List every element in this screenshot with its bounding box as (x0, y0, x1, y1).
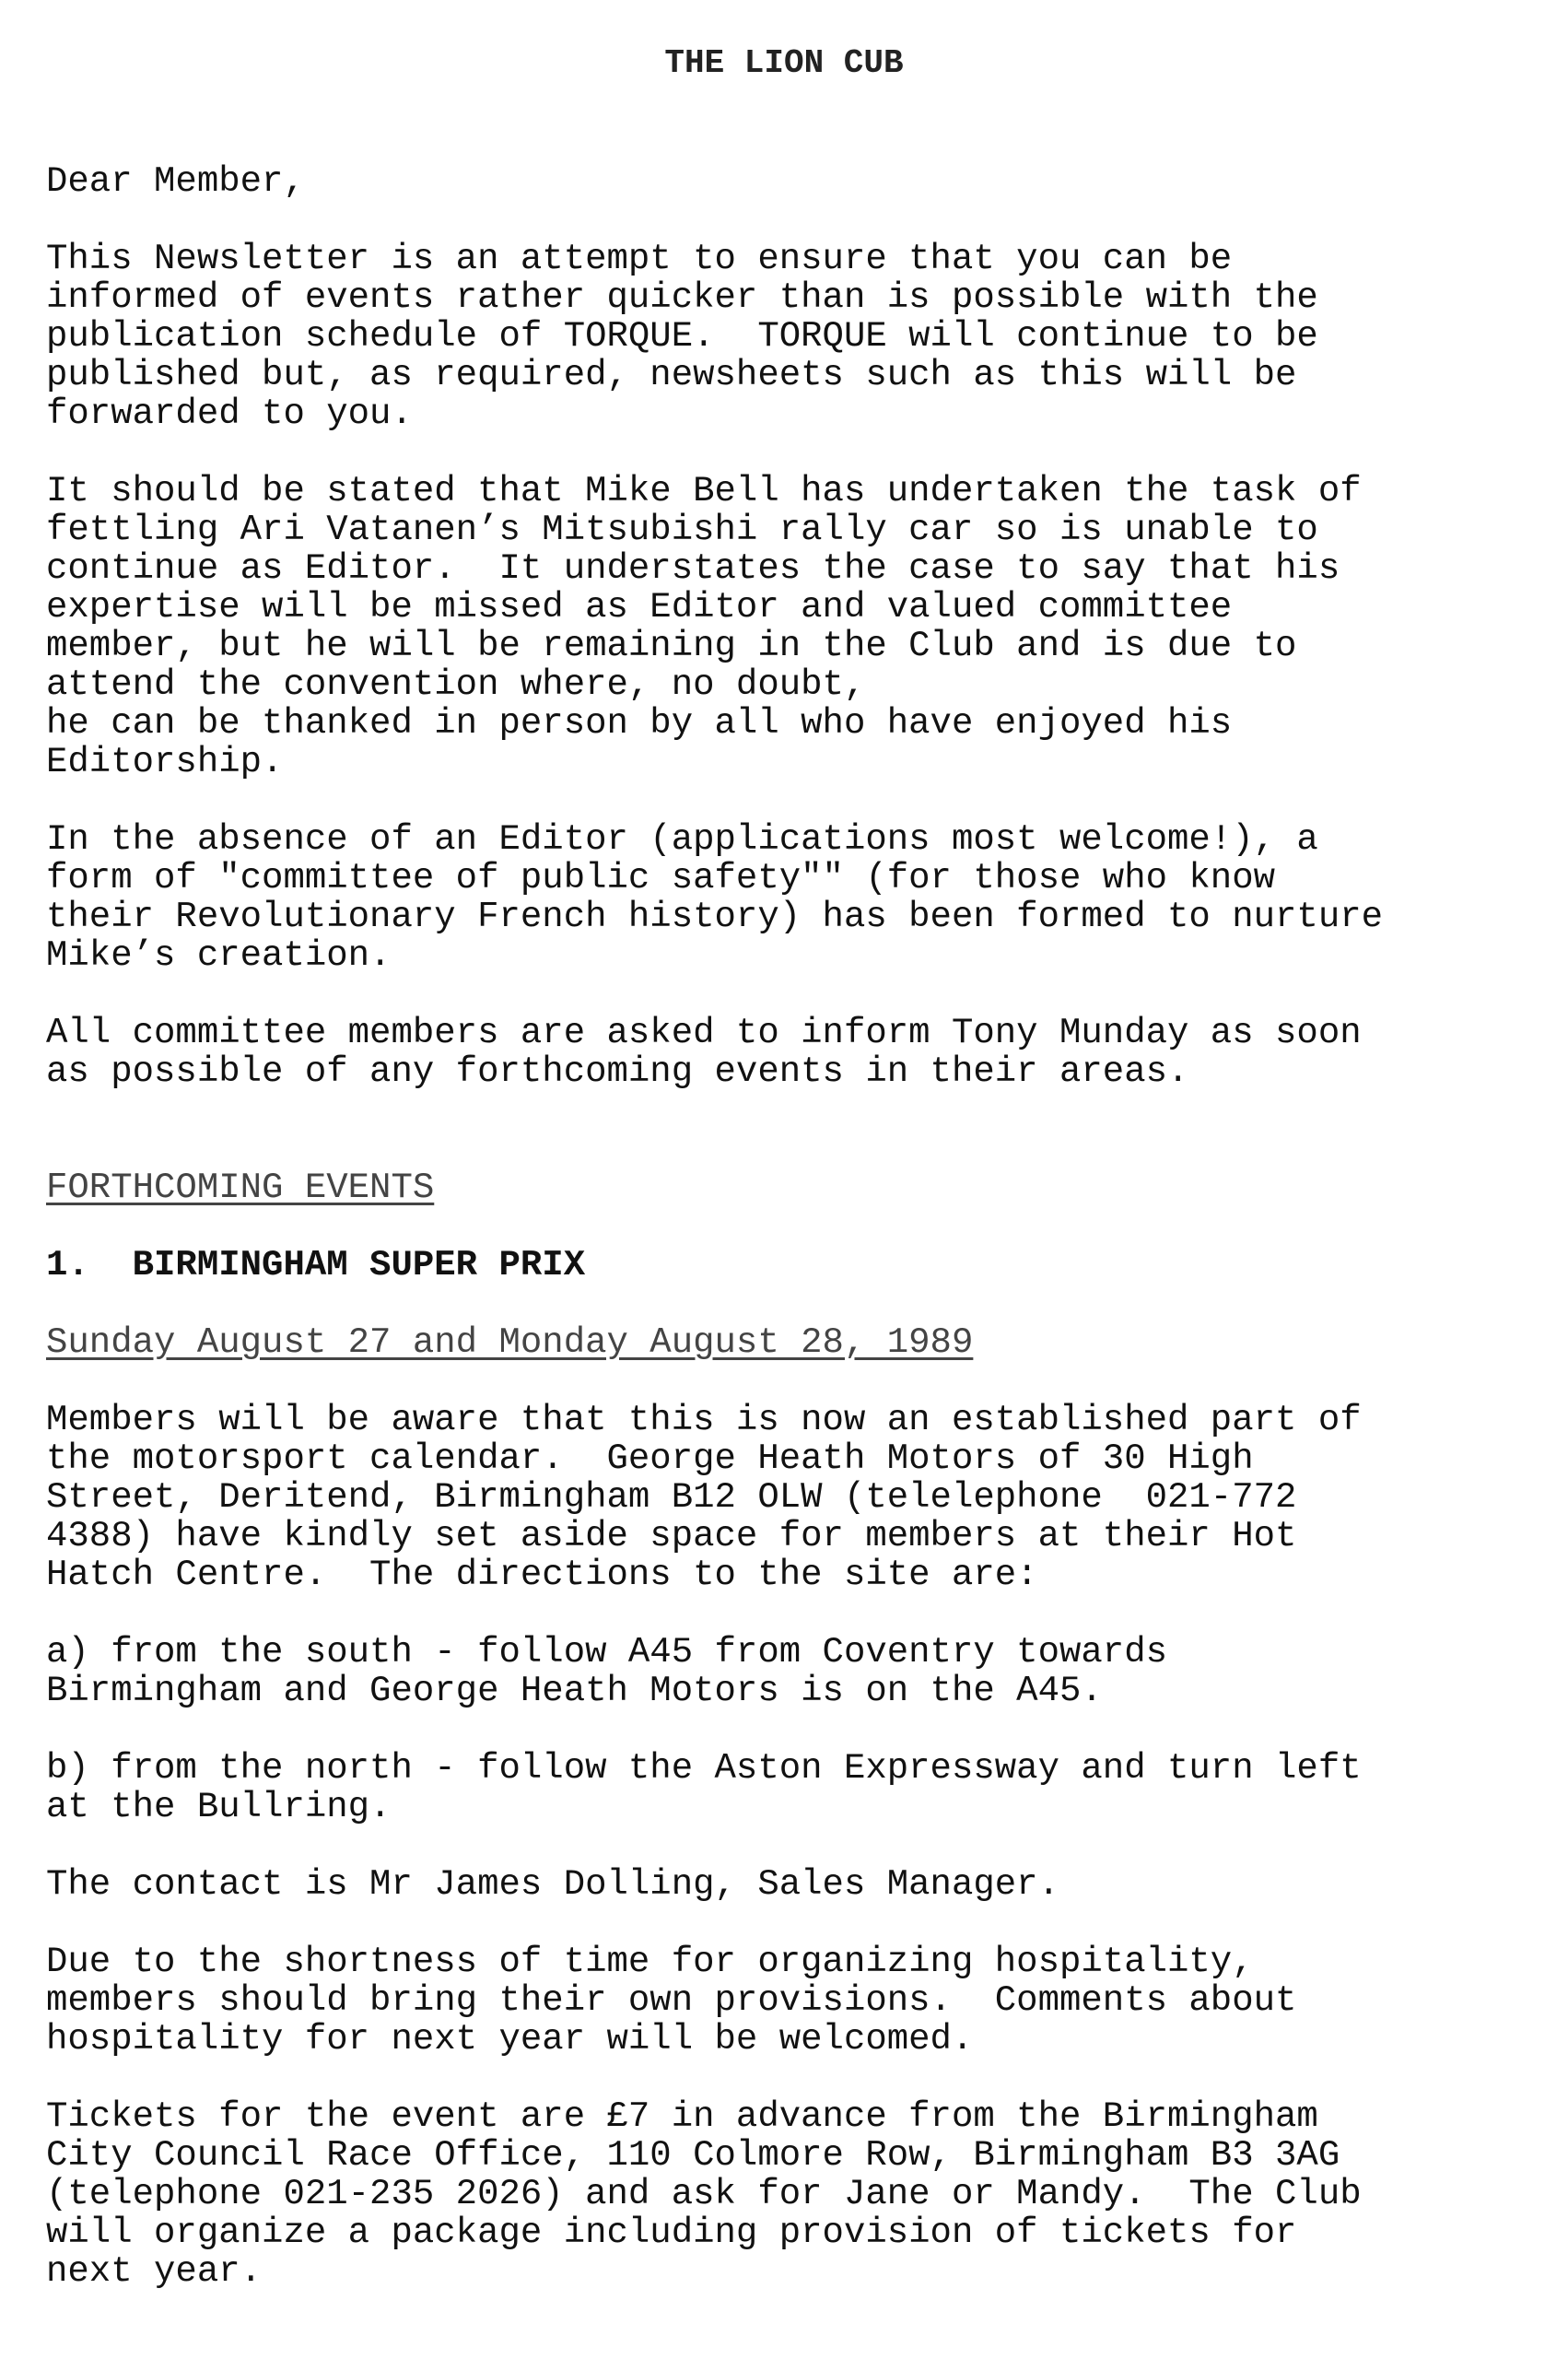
para1-line: publication schedule of TORQUE. TORQUE will continue to be (46, 316, 1318, 357)
para7-line: b) from the north - follow the Aston Expressway and turn left (46, 1748, 1362, 1789)
para8-line: The contact is Mr James Dolling, Sales Manager. (46, 1864, 1059, 1905)
event1-date: Sunday August 27 and Monday August 28, 1989 (46, 1322, 974, 1363)
para10-line: will organize a package including provision of tickets for (46, 2212, 1297, 2253)
para9-line: Due to the shortness of time for organizing hospitality, (46, 1942, 1254, 1982)
para5-line: the motorsport calendar. George Heath Motors of 30 High (46, 1438, 1254, 1479)
para10-line: City Council Race Office, 110 Colmore Row, Birmingham B3 3AG (46, 2135, 1340, 2176)
para5-line: 4388) have kindly set aside space for members at their Hot (46, 1516, 1297, 1556)
newsletter-title: THE LION CUB (664, 44, 904, 82)
para3-line: their Revolutionary French history) has been formed to nurture (46, 897, 1384, 937)
para6-line: a) from the south - follow A45 from Coventry towards (46, 1632, 1167, 1672)
para1-line: forwarded to you. (46, 393, 413, 434)
para2-line: continue as Editor. It understates the case to say that his (46, 548, 1340, 589)
para1-line: informed of events rather quicker than is possible with the (46, 277, 1318, 318)
para5-line: Hatch Centre. The directions to the site are: (46, 1555, 1038, 1595)
para5-line: Members will be aware that this is now an established part of (46, 1400, 1362, 1440)
para2-line: attend the convention where, no doubt, (46, 664, 866, 705)
para2-line: Editorship. (46, 742, 284, 782)
para10-line: Tickets for the event are £7 in advance from the Birmingham (46, 2096, 1318, 2137)
para2-line: fettling Ari Vatanen’s Mitsubishi rally car so is unable to (46, 510, 1318, 550)
para1-line: published but, as required, newsheets such as this will be (46, 355, 1297, 395)
para9-line: hospitality for next year will be welcomed. (46, 2019, 974, 2060)
para5-line: Street, Deritend, Birmingham B12 OLW (telelephone 021-772 (46, 1477, 1297, 1518)
para2-line: It should be stated that Mike Bell has undertaken the task of (46, 471, 1362, 511)
para2-line: he can be thanked in person by all who have enjoyed his (46, 703, 1233, 744)
para7-line: at the Bullring. (46, 1787, 392, 1827)
para3-line: In the absence of an Editor (applications most welcome!), a (46, 819, 1318, 860)
salutation: Dear Member, (46, 161, 305, 202)
para2-line: expertise will be missed as Editor and valued committee (46, 587, 1233, 628)
forthcoming-events-heading: FORTHCOMING EVENTS (46, 1168, 435, 1208)
para2-line: member, but he will be remaining in the Club and is due to (46, 626, 1297, 666)
para1-line: This Newsletter is an attempt to ensure that you can be (46, 239, 1233, 279)
para3-line: Mike’s creation. (46, 935, 392, 976)
event1-title: 1. BIRMINGHAM SUPER PRIX (46, 1245, 586, 1285)
para6-line: Birmingham and George Heath Motors is on the A45. (46, 1671, 1103, 1711)
para10-line: next year. (46, 2251, 263, 2292)
para3-line: form of "committee of public safety"" (for those who know (46, 858, 1276, 898)
para4-line: All committee members are asked to inform Tony Munday as soon (46, 1013, 1362, 1053)
para9-line: members should bring their own provisions. Comments about (46, 1980, 1297, 2021)
para4-line: as possible of any forthcoming events in their areas. (46, 1051, 1189, 1092)
para10-line: (telephone 021-235 2026) and ask for Jane or Mandy. The Club (46, 2174, 1362, 2214)
